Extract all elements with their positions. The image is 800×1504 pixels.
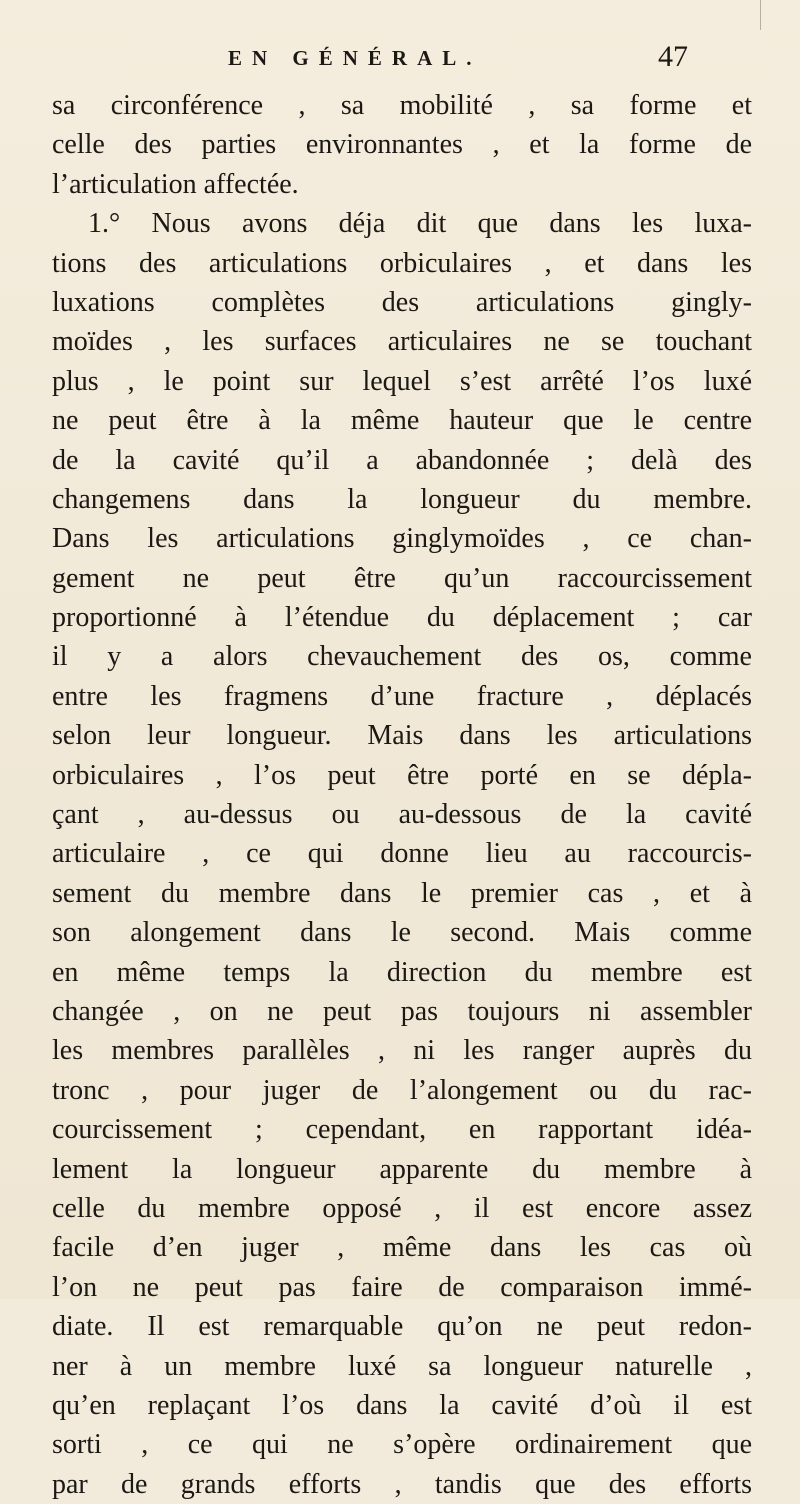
text-line: l’articulation affectée. [52,168,299,200]
running-head: EN GÉNÉRAL. [228,46,482,70]
text-line: moïdes , les surfaces articulaires ne se touchant [52,326,752,358]
text-line: il y a alors chevauchement des os, comme [52,641,752,673]
page-header [228,40,688,80]
text-line: de la cavité qu’il a abandonnée ; delà des [52,444,752,476]
text-line: 1.° Nous avons déja dit que dans les luxa- [88,208,752,240]
text-line: par de grands efforts , tandis que des efforts [52,1468,752,1500]
text-line: ne peut être à la même hauteur que le centre [52,405,752,437]
text-line: courcissement ; cependant, en rapportant idéa- [52,1114,752,1146]
text-line: articulaire , ce qui donne lieu au raccourcis- [52,838,752,870]
text-line: en même temps la direction du membre est [52,956,752,988]
text-line: Dans les articulations ginglymoïdes , ce chan- [52,523,752,555]
page-number: 47 [658,40,688,73]
text-line: son alongement dans le second. Mais comme [52,917,752,949]
text-line: çant , au-dessus ou au-dessous de la cavité [52,799,752,831]
text-line: lement la longueur apparente du membre à [52,1153,752,1185]
margin-mark [760,0,761,30]
text-line: ner à un membre luxé sa longueur naturelle , [52,1350,752,1382]
text-line: qu’en replaçant l’os dans la cavité d’où il est [52,1389,752,1421]
text-line: tions des articulations orbiculaires , et dans les [52,247,752,279]
text-line: changemens dans la longueur du membre. [52,483,752,515]
text-line: celle du membre opposé , il est encore assez [52,1192,752,1224]
text-line: gement ne peut être qu’un raccourcissement [52,562,752,594]
text-line: changée , on ne peut pas toujours ni assembler [52,995,752,1027]
text-line: orbiculaires , l’os peut être porté en se dépla- [52,759,752,791]
text-line: plus , le point sur lequel s’est arrêté l’os luxé [52,365,752,397]
text-line: selon leur longueur. Mais dans les articulations [52,720,752,752]
text-line: luxations complètes des articulations gingly- [52,286,752,318]
text-line: proportionné à l’étendue du déplacement ; car [52,602,752,634]
text-line: sa circonférence , sa mobilité , sa forme et [52,90,752,121]
body-text [52,86,752,1504]
text-line: sorti , ce qui ne s’opère ordinairement que [52,1429,752,1461]
text-line: l’on ne peut pas faire de comparaison immé- [52,1271,752,1303]
text-line: les membres parallèles , ni les ranger auprès du [52,1035,752,1067]
text-line: celle des parties environnantes , et la forme de [52,129,752,161]
text-line: sement du membre dans le premier cas , et à [52,877,752,909]
text-line: diate. Il est remarquable qu’on ne peut redon- [52,1311,752,1343]
text-line: facile d’en juger , même dans les cas où [52,1232,752,1264]
text-line: entre les fragmens d’une fracture , déplacés [52,680,752,712]
text-line: tronc , pour juger de l’alongement ou du rac- [52,1074,752,1106]
